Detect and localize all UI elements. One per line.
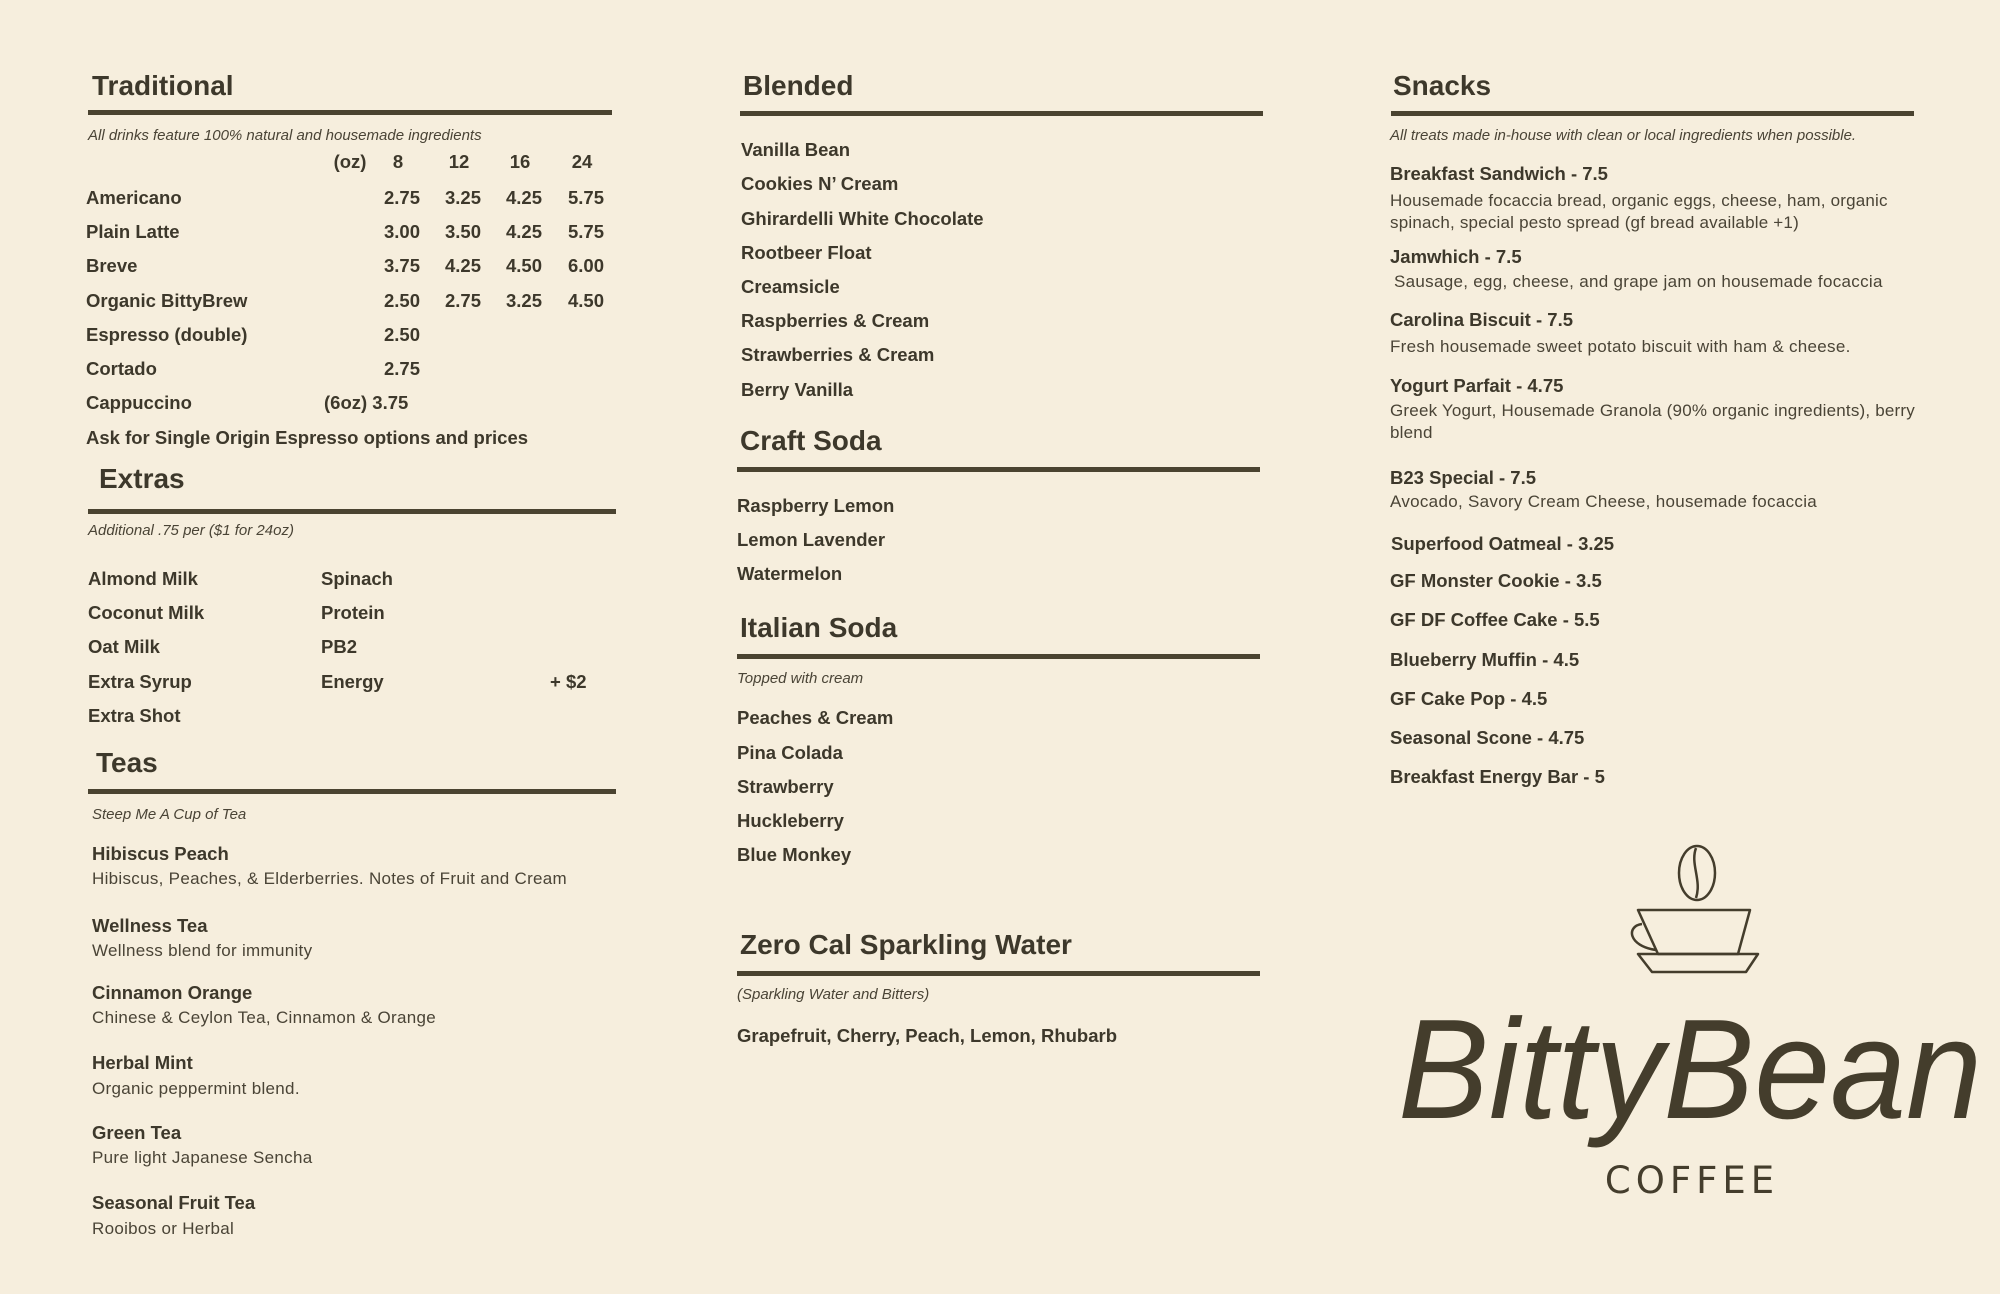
size-8-header: 8 — [392, 151, 404, 172]
blended-item: Ghirardelli White Chocolate — [741, 208, 984, 229]
price-24oz: 5.75 — [567, 221, 604, 242]
price-16oz: 4.50 — [505, 255, 542, 276]
italian-soda-heading: Italian Soda — [740, 612, 898, 643]
drink-name: Espresso (double) — [86, 324, 248, 345]
tea-name: Cinnamon Orange — [92, 982, 253, 1003]
price-16oz: 3.25 — [505, 290, 542, 311]
extra-item: Oat Milk — [88, 636, 160, 657]
blended-item: Vanilla Bean — [741, 139, 850, 160]
bittybean-logo — [1390, 980, 1990, 1200]
teas-rule — [88, 789, 616, 794]
snack-name: Yogurt Parfait - 4.75 — [1390, 375, 1564, 396]
snack-name: Superfood Oatmeal - 3.25 — [1391, 533, 1615, 554]
drink-name: Americano — [86, 187, 182, 208]
italian-soda-item: Huckleberry — [737, 810, 844, 831]
sparkling-heading: Zero Cal Sparkling Water — [740, 929, 1072, 960]
tea-desc: Wellness blend for immunity — [92, 941, 313, 960]
teas-heading: Teas — [96, 747, 158, 778]
italian-soda-item: Strawberry — [737, 776, 834, 797]
craft-soda-heading: Craft Soda — [740, 425, 882, 456]
italian-soda-item: Peaches & Cream — [737, 707, 894, 728]
tea-desc: Organic peppermint blend. — [92, 1079, 300, 1098]
blended-item: Creamsicle — [741, 276, 840, 297]
snack-name: Jamwhich - 7.5 — [1390, 246, 1522, 267]
price-6oz: (6oz) 3.75 — [324, 392, 409, 413]
blended-heading: Blended — [743, 70, 854, 101]
logo-wordmark: BittyBean — [1398, 990, 1982, 1149]
snack-name: Blueberry Muffin - 4.5 — [1390, 649, 1580, 670]
price-24oz: 5.75 — [567, 187, 604, 208]
snacks-rule — [1391, 111, 1914, 116]
extra-item: Spinach — [321, 568, 393, 589]
price-12oz: 2.75 — [444, 290, 481, 311]
price-24oz: 4.50 — [567, 290, 604, 311]
snack-desc: Avocado, Savory Cream Cheese, housemade focaccia — [1390, 492, 1818, 511]
extra-item: Extra Shot — [88, 705, 181, 726]
size-24-header: 24 — [571, 151, 593, 172]
size-unit-label: (oz) — [333, 151, 367, 172]
tea-name: Hibiscus Peach — [92, 843, 229, 864]
snack-name: Seasonal Scone - 4.75 — [1390, 727, 1585, 748]
price-8oz: 3.00 — [383, 221, 420, 242]
drink-name: Breve — [86, 255, 138, 276]
extras-note: Additional .75 per ($1 for 24oz) — [88, 522, 294, 539]
snack-desc: Fresh housemade sweet potato biscuit with ham & cheese. — [1390, 337, 1851, 356]
blended-item: Berry Vanilla — [741, 379, 854, 400]
size-16-header: 16 — [509, 151, 531, 172]
drink-name: Cortado — [86, 358, 157, 379]
snack-name: GF Cake Pop - 4.5 — [1390, 688, 1548, 709]
traditional-heading: Traditional — [92, 70, 234, 101]
blended-rule — [740, 111, 1263, 116]
blended-item: Rootbeer Float — [741, 242, 872, 263]
tea-name: Herbal Mint — [92, 1052, 193, 1073]
italian-soda-item: Blue Monkey — [737, 844, 852, 865]
sparkling-note: (Sparkling Water and Bitters) — [737, 986, 930, 1003]
craft-soda-item: Lemon Lavender — [737, 529, 886, 550]
tea-desc: Rooibos or Herbal — [92, 1219, 235, 1238]
snack-name: B23 Special - 7.5 — [1390, 467, 1537, 488]
price-12oz: 4.25 — [444, 255, 481, 276]
energy-price: + $2 — [550, 671, 587, 692]
snack-desc: Housemade focaccia bread, organic eggs, cheese, ham, organic spinach, special pesto spread (gf bread available +1) — [1390, 191, 1888, 232]
snack-desc: Greek Yogurt, Housemade Granola (90% organic ingredients), berry blend — [1390, 401, 1915, 442]
extras-rule — [88, 509, 616, 514]
drink-name: Cappuccino — [86, 392, 192, 413]
size-12-header: 12 — [448, 151, 470, 172]
blended-item: Cookies N’ Cream — [741, 173, 899, 194]
craft-soda-item: Watermelon — [737, 563, 843, 584]
italian-soda-note: Topped with cream — [737, 670, 864, 687]
tea-desc: Pure light Japanese Sencha — [92, 1148, 313, 1167]
sparkling-flavors: Grapefruit, Cherry, Peach, Lemon, Rhubarb — [737, 1025, 1118, 1046]
extras-heading: Extras — [99, 463, 185, 494]
extra-item: Protein — [321, 602, 385, 623]
snack-name: Carolina Biscuit - 7.5 — [1390, 309, 1573, 330]
traditional-rule — [88, 110, 612, 115]
blended-item: Strawberries & Cream — [741, 344, 935, 365]
single-origin-note: Ask for Single Origin Espresso options and prices — [86, 427, 529, 448]
blended-item: Raspberries & Cream — [741, 310, 930, 331]
extra-item: PB2 — [321, 636, 357, 657]
price-12oz: 3.50 — [444, 221, 481, 242]
price-8oz: 2.75 — [383, 187, 420, 208]
tea-name: Wellness Tea — [92, 915, 208, 936]
price-16oz: 4.25 — [505, 221, 542, 242]
price-12oz: 3.25 — [444, 187, 481, 208]
price-24oz: 6.00 — [567, 255, 604, 276]
italian-soda-item: Pina Colada — [737, 742, 843, 763]
extra-item: Extra Syrup — [88, 671, 192, 692]
price-8oz: 2.50 — [383, 324, 420, 345]
snack-name: Breakfast Sandwich - 7.5 — [1390, 163, 1608, 184]
craft-soda-rule — [737, 467, 1260, 472]
price-8oz: 2.50 — [383, 290, 420, 311]
tea-name: Green Tea — [92, 1122, 182, 1143]
traditional-note: All drinks feature 100% natural and housemade ingredients — [88, 127, 482, 144]
snack-name: GF Monster Cookie - 3.5 — [1390, 570, 1602, 591]
tea-desc: Chinese & Ceylon Tea, Cinnamon & Orange — [92, 1008, 437, 1027]
tea-desc: Hibiscus, Peaches, & Elderberries. Notes of Fruit and Cream — [92, 869, 567, 888]
italian-soda-rule — [737, 654, 1260, 659]
price-16oz: 4.25 — [505, 187, 542, 208]
snacks-note: All treats made in-house with clean or local ingredients when possible. — [1390, 127, 1857, 144]
sparkling-rule — [737, 971, 1260, 976]
extra-item: Almond Milk — [88, 568, 198, 589]
snack-name: Breakfast Energy Bar - 5 — [1390, 766, 1605, 787]
drink-name: Organic BittyBrew — [86, 290, 248, 311]
coffee-cup-icon — [1620, 842, 1760, 974]
tea-name: Seasonal Fruit Tea — [92, 1192, 256, 1213]
snacks-heading: Snacks — [1393, 70, 1492, 101]
snack-desc: Sausage, egg, cheese, and grape jam on housemade focaccia — [1394, 272, 1883, 291]
drink-name: Plain Latte — [86, 221, 180, 242]
extra-item: Energy — [321, 671, 384, 692]
snack-name: GF DF Coffee Cake - 5.5 — [1390, 609, 1600, 630]
price-8oz: 3.75 — [383, 255, 420, 276]
teas-note: Steep Me A Cup of Tea — [92, 806, 247, 823]
extra-item: Coconut Milk — [88, 602, 205, 623]
logo-tagline: COFFEE — [1604, 1159, 1780, 1200]
price-8oz: 2.75 — [383, 358, 420, 379]
craft-soda-item: Raspberry Lemon — [737, 495, 895, 516]
